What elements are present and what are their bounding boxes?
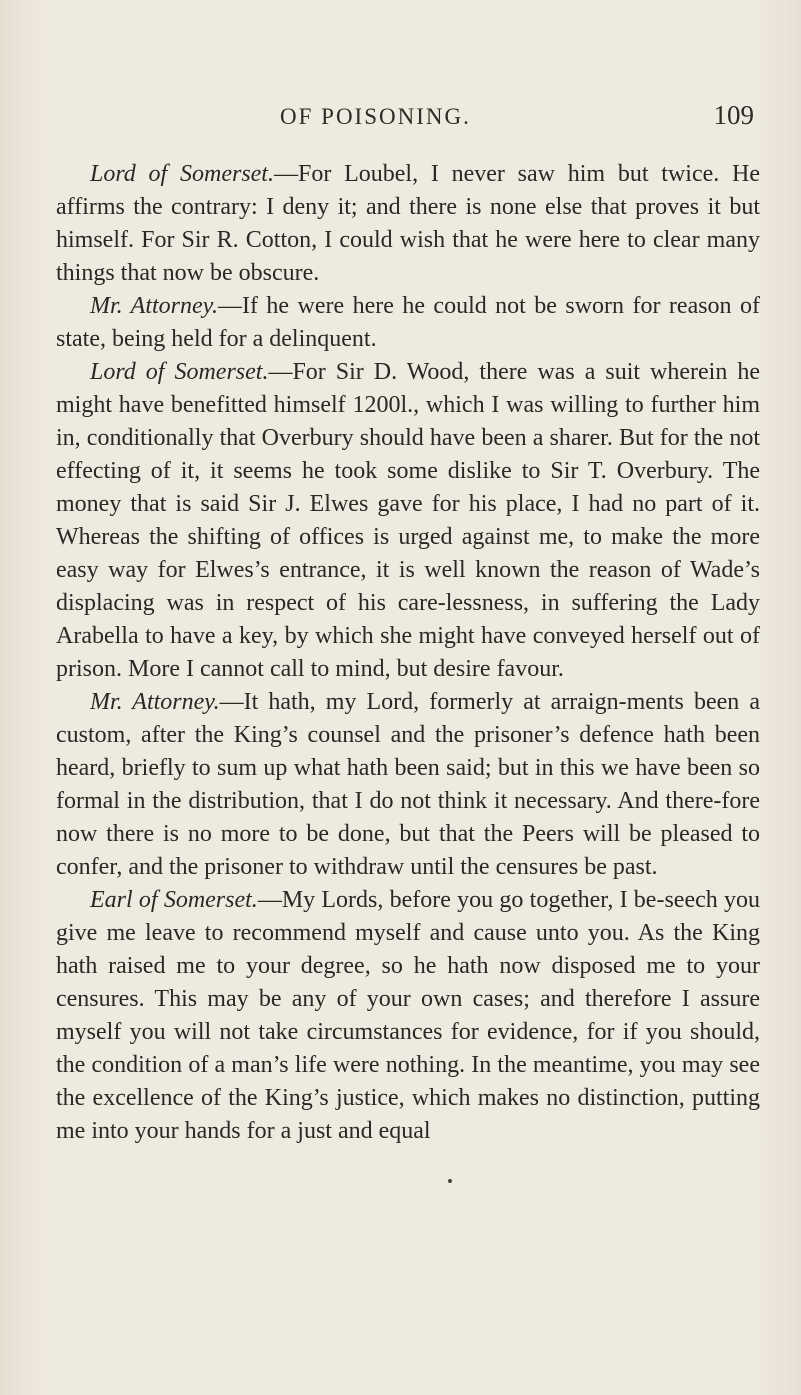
body-text bbox=[56, 158, 760, 1148]
paragraph-3 bbox=[56, 356, 760, 686]
paragraph-text: —For Loubel, I never saw him but twice. He affirms the contrary: I deny it; and there is none else that proves it but himself. For Sir R. Cotton, I could wish that he were here to clear many things that now be obscure. bbox=[56, 161, 760, 286]
paragraph-2 bbox=[56, 290, 760, 356]
paragraph-text: —It hath, my Lord, formerly at arraign-ments been a custom, after the King’s counsel and the prisoner’s defence hath been heard, briefly to sum up what hath been said; but in this we have been so formal in the distribution, that I do not think it necessary. And there-fore now there is no more to be done, but that the Peers will be pleased to confer, and the prisoner to withdraw until the censures be past. bbox=[56, 689, 760, 880]
speaker-name: Mr. Attorney. bbox=[90, 689, 220, 715]
page-header bbox=[56, 100, 756, 140]
running-title: OF POISONING. bbox=[280, 104, 471, 129]
speaker-name: Lord of Somerset. bbox=[90, 359, 269, 385]
paragraph-5 bbox=[56, 884, 760, 1148]
speaker-name: Lord of Somerset. bbox=[90, 161, 274, 187]
paragraph-1 bbox=[56, 158, 760, 290]
paragraph-text: —For Sir D. Wood, there was a suit wherein he might have benefitted himself 1200l., which I was willing to further him in, conditionally that Overbury should have been a sharer. But for the not effecting of it, it seems he took some dislike to Sir T. Overbury. The money that is said Sir J. Elwes gave for his place, I had no part of it. Whereas the shifting of offices is urged against me, to make the more easy way for Elwes’s entrance, it is well known the reason of Wade’s displacing was in respect of his care-lessness, in suffering the Lady Arabella to have a key, by which she might have conveyed herself out of prison. More I cannot call to mind, but desire favour. bbox=[56, 359, 760, 682]
speaker-name: Mr. Attorney. bbox=[90, 293, 218, 319]
speaker-name: Earl of Somerset. bbox=[90, 887, 258, 913]
page-number: 109 bbox=[713, 100, 754, 130]
ink-speck bbox=[448, 1179, 452, 1183]
paragraph-text: —My Lords, before you go together, I be-seech you give me leave to recommend myself and cause unto you. As the King hath raised me to your degree, so he hath now disposed me to your censures. This may be any of your own cases; and therefore I assure myself you will not take circumstances for evidence, for if you should, the condition of a man’s life were nothing. In the meantime, you may see the excellence of the King’s justice, which makes no distinction, putting me into your hands for a just and equal bbox=[56, 887, 760, 1144]
paragraph-text: —If he were here he could not be sworn for reason of state, being held for a delinquent. bbox=[56, 293, 760, 352]
paragraph-4 bbox=[56, 686, 760, 884]
